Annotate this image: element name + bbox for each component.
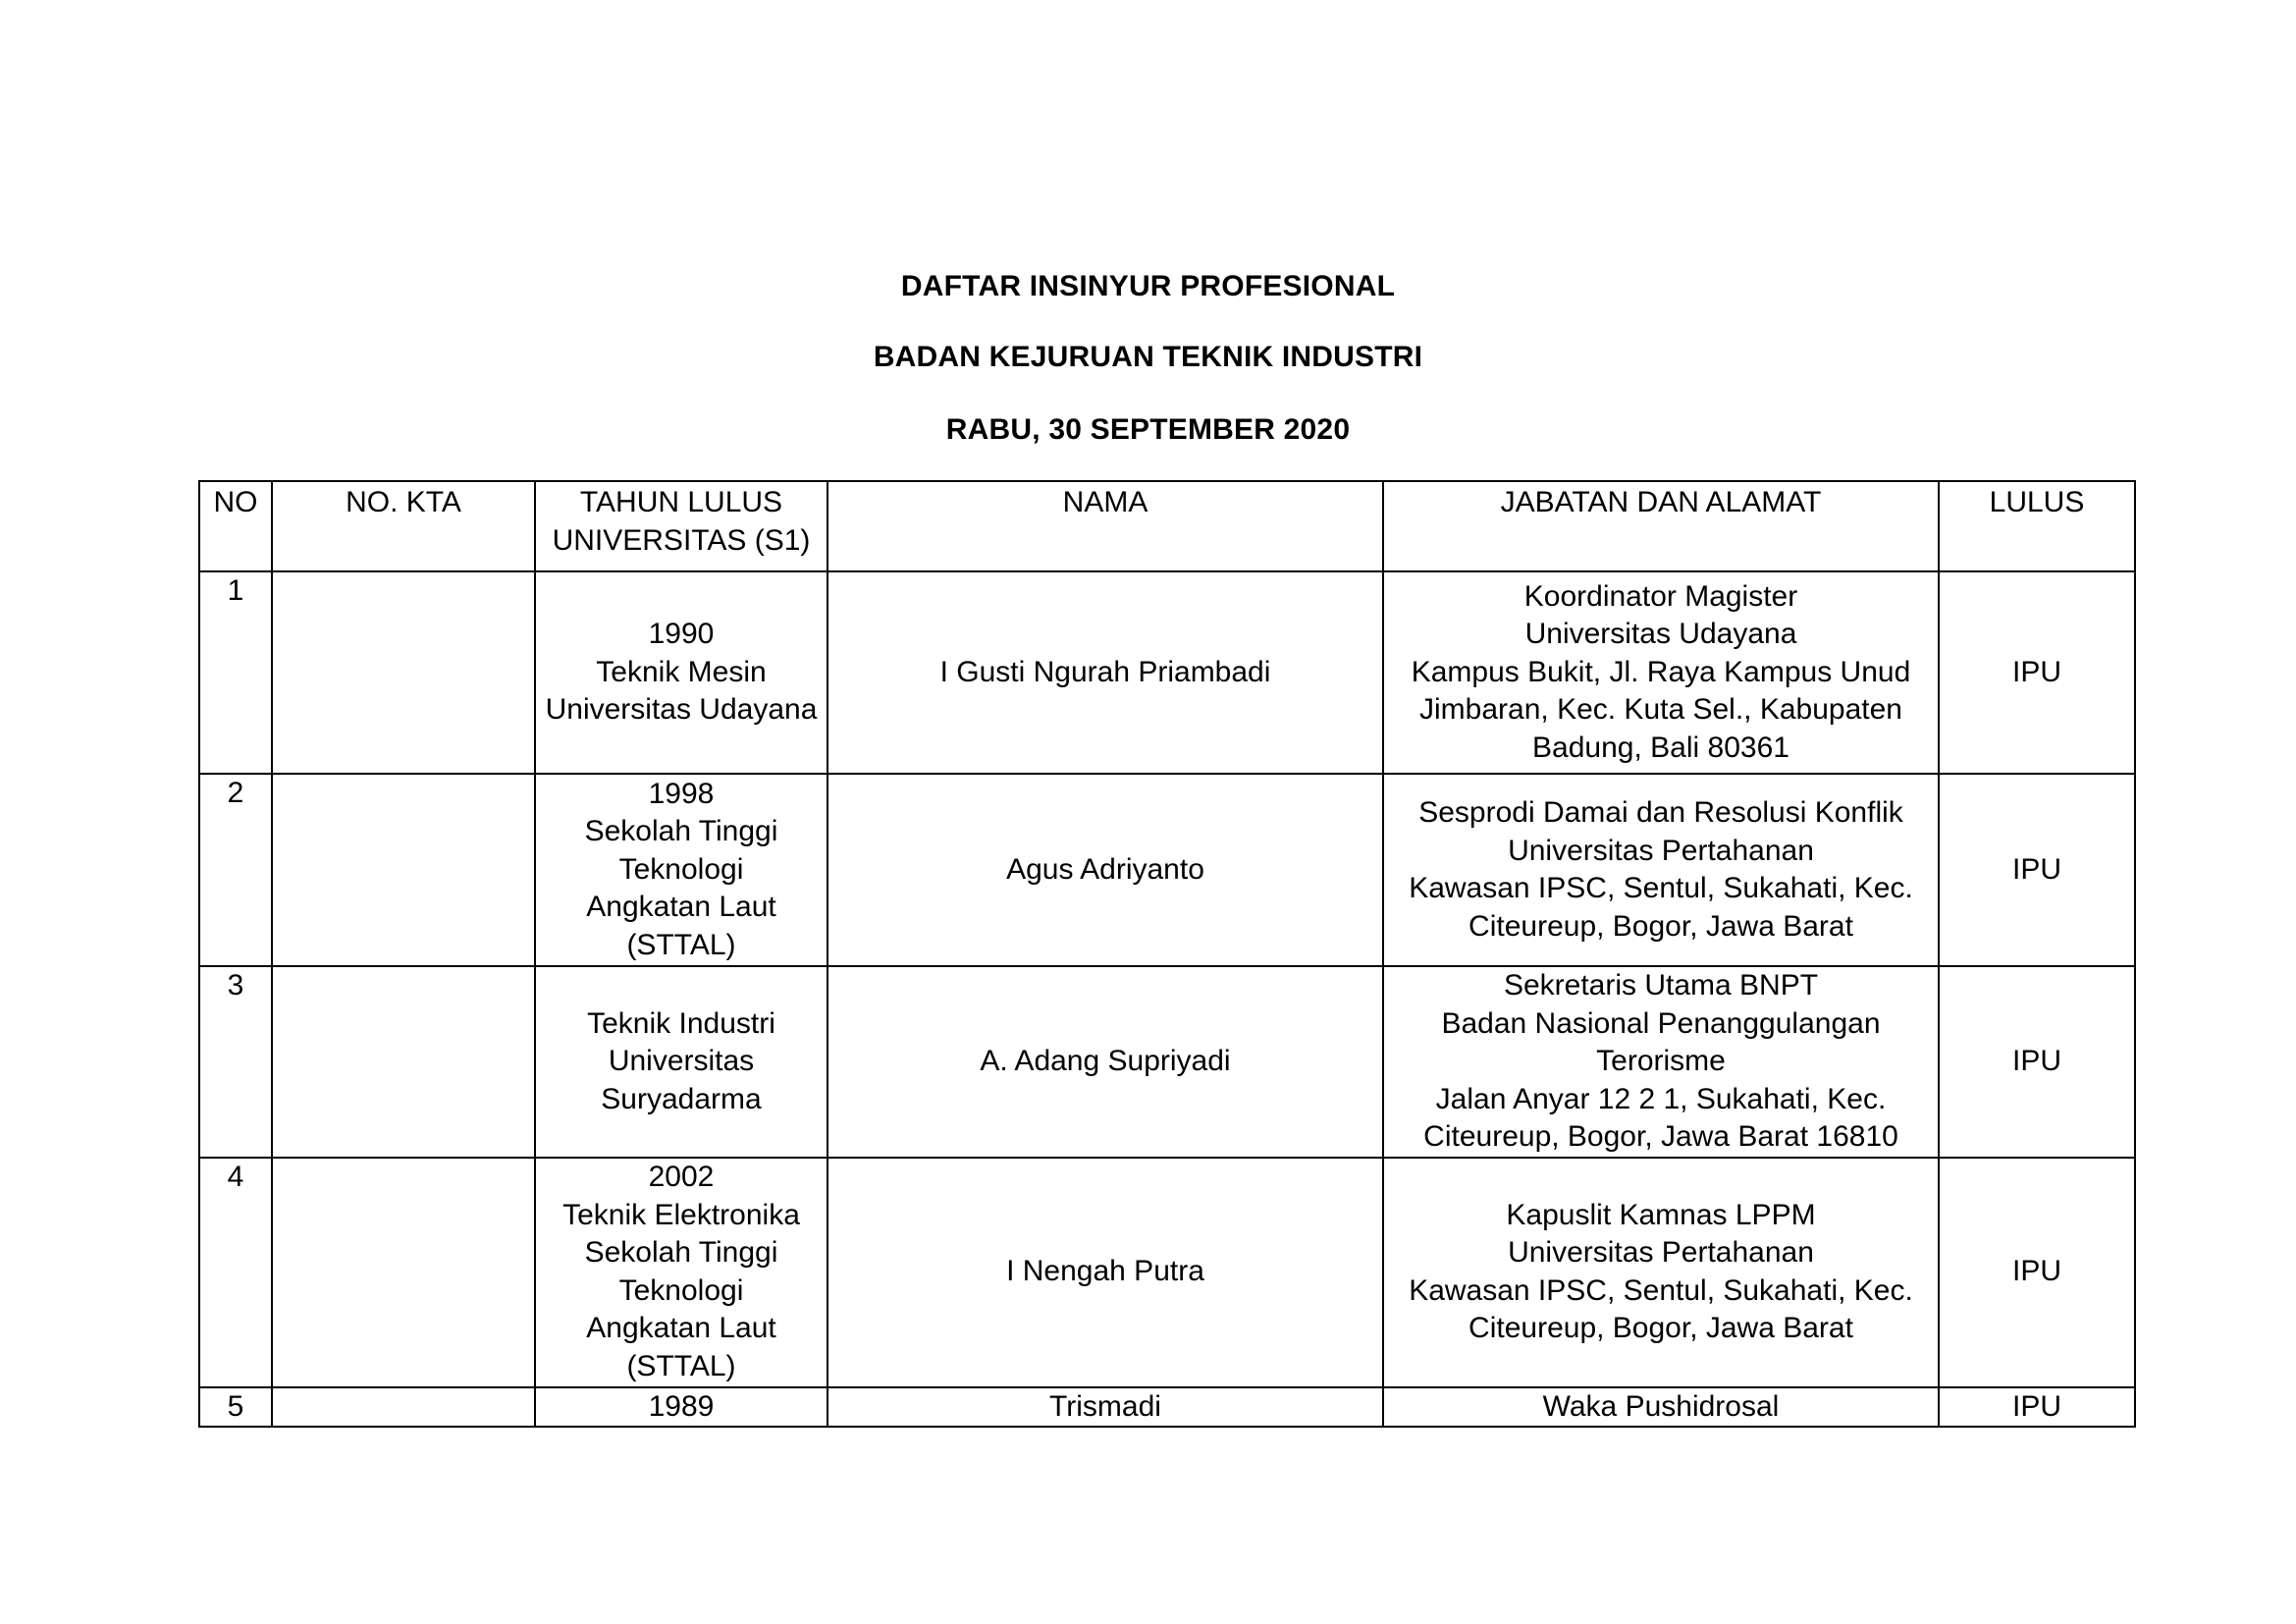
cell-jabatan-alamat: Kapuslit Kamnas LPPM Universitas Pertahanan Kawasan IPSC, Sentul, Sukahati, Kec. Citeureup, Bogor, Jawa Barat xyxy=(1383,1158,1939,1387)
cell-lulus: IPU xyxy=(1939,1158,2135,1387)
cell-jabatan-alamat: Koordinator Magister Universitas Udayana Kampus Bukit, Jl. Raya Kampus Unud Jimbaran, Kec. Kuta Sel., Kabupaten Badung, Bali 80361 xyxy=(1383,571,1939,774)
cell-no-kta xyxy=(272,966,535,1158)
cell-jabatan-alamat: Waka Pushidrosal xyxy=(1383,1387,1939,1428)
cell-lulus: IPU xyxy=(1939,774,2135,966)
document-subtitle: BADAN KEJURUAN TEKNIK INDUSTRI xyxy=(873,341,1423,373)
header-tahun-lulus: TAHUN LULUS UNIVERSITAS (S1) xyxy=(535,481,828,571)
table-row xyxy=(199,571,2135,774)
document-title: DAFTAR INSINYUR PROFESIONAL xyxy=(900,270,1396,302)
header-nama: NAMA xyxy=(828,481,1383,571)
document-date: RABU, 30 SEPTEMBER 2020 xyxy=(945,413,1351,446)
cell-no: 4 xyxy=(199,1158,272,1387)
cell-lulus: IPU xyxy=(1939,966,2135,1158)
cell-no: 5 xyxy=(199,1387,272,1428)
cell-jabatan-alamat: Sesprodi Damai dan Resolusi Konflik Universitas Pertahanan Kawasan IPSC, Sentul, Sukahati, Kec. Citeureup, Bogor, Jawa Barat xyxy=(1383,774,1939,966)
cell-tahun-lulus: 1989 xyxy=(535,1387,828,1428)
table-row xyxy=(199,1158,2135,1387)
cell-jabatan-alamat: Sekretaris Utama BNPT Badan Nasional Penanggulangan Terorisme Jalan Anyar 12 2 1, Sukahati, Kec. Citeureup, Bogor, Jawa Barat 16810 xyxy=(1383,966,1939,1158)
cell-nama: A. Adang Supriyadi xyxy=(828,966,1383,1158)
cell-no-kta xyxy=(272,571,535,774)
cell-no-kta xyxy=(272,774,535,966)
header-lulus: LULUS xyxy=(1939,481,2135,571)
table-row xyxy=(199,1387,2135,1428)
table-row xyxy=(199,966,2135,1158)
header-no: NO xyxy=(199,481,272,571)
cell-no: 1 xyxy=(199,571,272,774)
header-jabatan-alamat: JABATAN DAN ALAMAT xyxy=(1383,481,1939,571)
cell-nama: Agus Adriyanto xyxy=(828,774,1383,966)
table-row xyxy=(199,774,2135,966)
cell-tahun-lulus: 1998 Sekolah Tinggi Teknologi Angkatan Laut (STTAL) xyxy=(535,774,828,966)
cell-no: 2 xyxy=(199,774,272,966)
cell-no-kta xyxy=(272,1158,535,1387)
header-no-kta: NO. KTA xyxy=(272,481,535,571)
cell-nama: I Nengah Putra xyxy=(828,1158,1383,1387)
cell-nama: Trismadi xyxy=(828,1387,1383,1428)
table-header-row xyxy=(199,481,2135,571)
cell-tahun-lulus: 1990 Teknik Mesin Universitas Udayana xyxy=(535,571,828,774)
cell-no: 3 xyxy=(199,966,272,1158)
cell-tahun-lulus: Teknik Industri Universitas Suryadarma xyxy=(535,966,828,1158)
engineer-list-table xyxy=(198,480,2136,1428)
cell-no-kta xyxy=(272,1387,535,1428)
cell-lulus: IPU xyxy=(1939,1387,2135,1428)
cell-nama: I Gusti Ngurah Priambadi xyxy=(828,571,1383,774)
cell-tahun-lulus: 2002 Teknik Elektronika Sekolah Tinggi Teknologi Angkatan Laut (STTAL) xyxy=(535,1158,828,1387)
cell-lulus: IPU xyxy=(1939,571,2135,774)
